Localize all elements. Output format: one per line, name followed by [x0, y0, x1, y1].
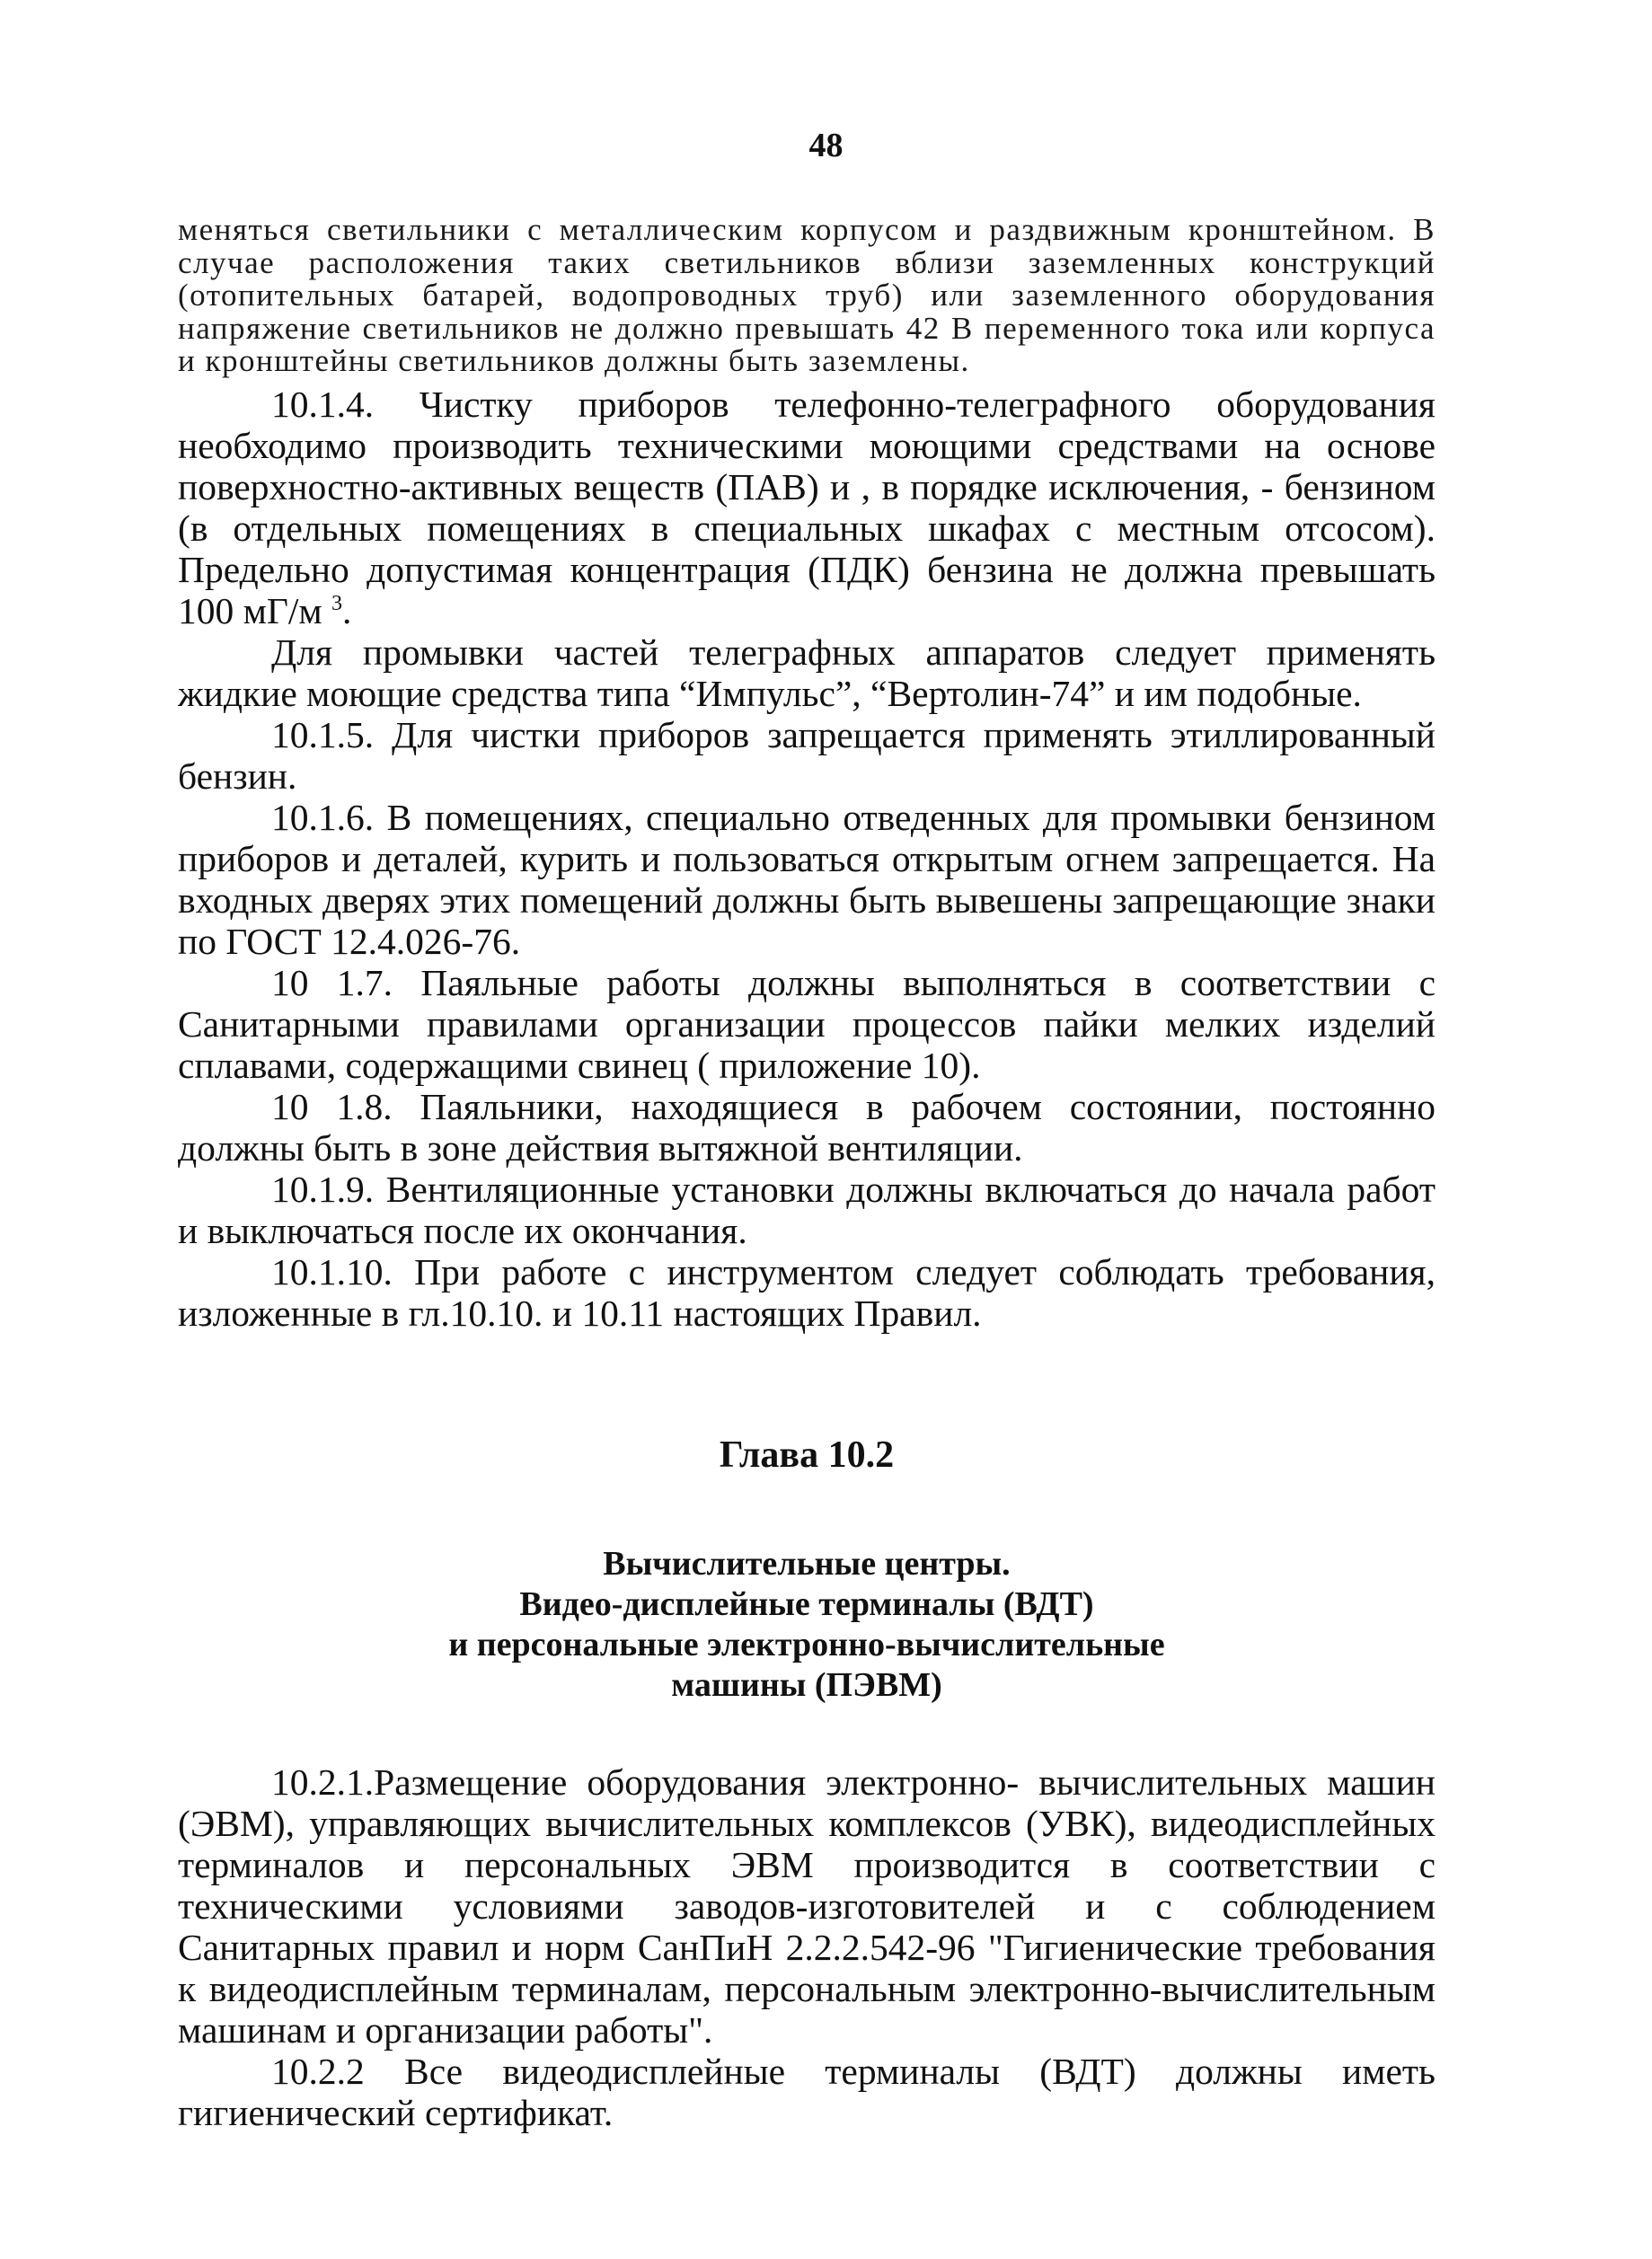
- paragraph-10-2-2: 10.2.2 Все видеодисплейные терминалы (ВДТ) должны иметь гигиенический сертификат.: [178, 2050, 1436, 2133]
- paragraph-10-1-4-text: 10.1.4. Чистку приборов телефонно-телеграфного оборудования необходимо производить техническими моющими средствами на основе поверхностно-активных веществ (ПАВ) и , в порядке исключения, - бензином (в отдельных помещениях в специальных шкафах с местным отсосом). Предельно допустимая концентрация (ПДК) бензина не должна превышать 100 мГ/м: [178, 383, 1436, 631]
- section-heading-line: машины (ПЭВМ): [671, 1665, 942, 1704]
- page-content: [178, 214, 1436, 2133]
- section-heading-line: Вычислительные центры.: [603, 1544, 1011, 1583]
- superscript-cube: 3: [331, 591, 343, 615]
- paragraph-10-1-4-end: .: [342, 589, 352, 631]
- paragraph-10-1-10: 10.1.10. При работе с инструментом следует соблюдать требования, изложенные в гл.10.10. и 10.11 настоящих Правил.: [178, 1250, 1436, 1334]
- section-heading-line: и персональные электронно-вычислительные: [448, 1625, 1165, 1663]
- paragraph-10-2-1: 10.2.1.Размещение оборудования электронно- вычислительных машин (ЭВМ), управляющих вычислительных комплексов (УВК), видеодисплейных терминалов и персональных ЭВМ производится в соответствии с техническими условиями заводов-изготовителей и с соблюдением Санитарных правил и норм СанПиН 2.2.2.542-96 "Гигиенические требования к видеодисплейным терминалам, персональным электронно-вычислительным машинам и организации работы".: [178, 1760, 1436, 2051]
- paragraph-10-1-8: 10 1.8. Паяльники, находящиеся в рабочем состоянии, постоянно должны быть в зоне действия вытяжной вентиляции.: [178, 1085, 1436, 1169]
- page-number: 48: [808, 127, 844, 164]
- paragraph-10-1-5: 10.1.5. Для чистки приборов запрещается применять этиллированный бензин.: [178, 713, 1436, 797]
- section-heading: [178, 1544, 1436, 1706]
- paragraph-10-1-6: 10.1.6. В помещениях, специально отведенных для промывки бензином приборов и деталей, курить и пользоваться открытым огнем запрещается. На входных дверях этих помещений должны быть вывешены запрещающие знаки по ГОСТ 12.4.026-76.: [178, 796, 1436, 962]
- paragraph-10-1-7: 10 1.7. Паяльные работы должны выполняться в соответствии с Санитарными правилами организации процессов пайки мелких изделий сплавами, содержащими свинец ( приложение 10).: [178, 961, 1436, 1086]
- paragraph-lighting: меняться светильники с металлическим корпусом и раздвижным кронштейном. В случае расположения таких светильников вблизи заземленных конструкций (отопительных батарей, водопроводных труб) или заземленного оборудования напряжение светильников не должно превышать 42 В переменного тока или корпуса и кронштейны светильников должны быть заземлены.: [178, 212, 1436, 378]
- chapter-heading: Глава 10.2: [719, 1434, 895, 1476]
- paragraph-10-1-4: [178, 384, 1436, 631]
- paragraph-10-1-9: 10.1.9. Вентиляционные установки должны включаться до начала работ и выключаться после их окончания.: [178, 1168, 1436, 1251]
- paragraph-washing: Для промывки частей телеграфных аппаратов следует применять жидкие моющие средства типа “Импульс”, “Вертолин-74” и им подобные.: [178, 631, 1436, 714]
- section-heading-line: Видео-дисплейные терминалы (ВДТ): [519, 1584, 1094, 1623]
